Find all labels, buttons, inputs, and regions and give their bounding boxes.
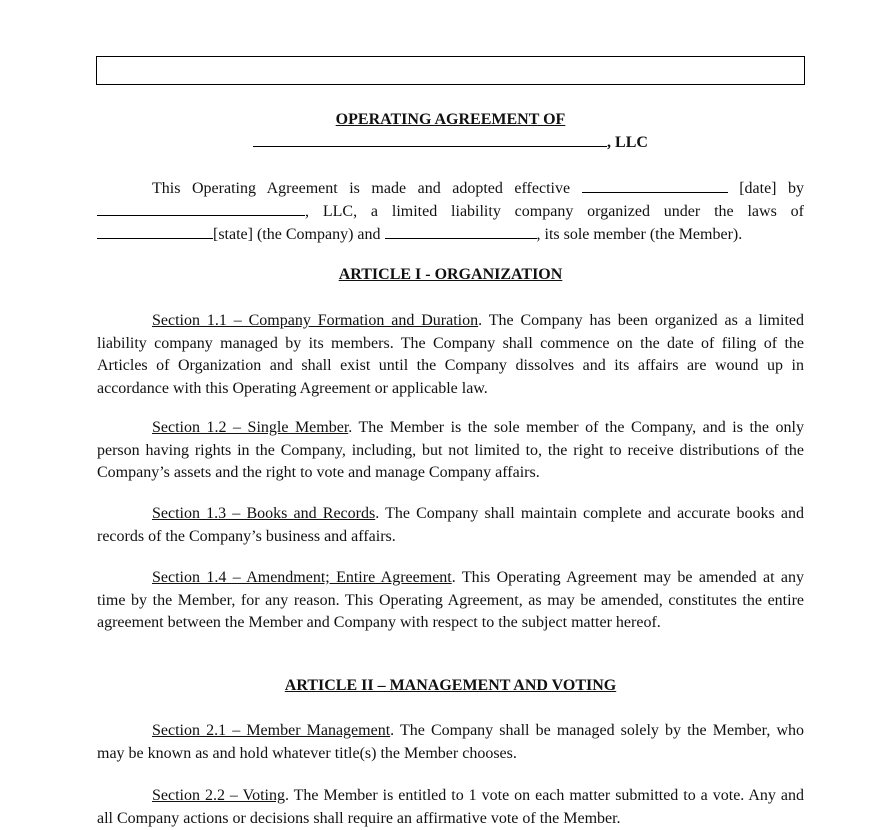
article-heading <box>97 675 804 698</box>
header-box <box>96 56 805 85</box>
state-blank <box>97 224 213 239</box>
section-text: . The Company shall maintain complete and accurate books and records of the Company’s business and affairs. <box>97 505 805 545</box>
intro-text: , its sole member (the Member). <box>536 226 743 243</box>
date-blank <box>582 178 728 193</box>
company-name-line <box>97 132 804 155</box>
article-heading <box>97 264 804 287</box>
intro-text: [state] (the Company) and <box>213 226 381 243</box>
section-text: . This Operating Agreement may be amended at any time by the Member, for any reason. This Operating Agreement, as may be amended, constitutes the entire agreement between the Member and Company with respect to the subject matter hereof. <box>97 569 805 632</box>
section-2-2 <box>97 785 804 830</box>
section-title: Section 1.1 – Company Formation and Duration <box>152 312 479 329</box>
section-1-1 <box>97 310 804 401</box>
article-2-heading: ARTICLE II – MANAGEMENT AND VOTING <box>284 677 617 694</box>
section-text: . The Member is the sole member of the Company, and is the only person having rights in the Company, including, but not limited to, the right to receive distributions of the Company’s assets and the right to vote and manage Company affairs. <box>97 419 804 482</box>
intro-text: This Operating Agreement is made and adopted effective <box>152 180 571 197</box>
section-title: Section 1.3 – Books and Records <box>152 505 376 522</box>
llc-suffix: , LLC <box>607 134 648 151</box>
document-title <box>97 109 804 132</box>
section-text: . The Company has been organized as a limited liability company managed by its members. The Company shall commence on the date of filing of the Articles of Organization and shall exist until the Company dissolves and its affairs are wound up in accordance with this Operating Agreement or applicable law. <box>97 312 804 398</box>
section-title: Section 2.1 – Member Management <box>152 722 391 739</box>
section-1-4 <box>97 567 804 635</box>
section-1-2 <box>97 417 804 485</box>
section-title: Section 1.4 – Amendment; Entire Agreement <box>152 569 452 586</box>
company-name-blank <box>253 132 607 147</box>
company-blank <box>97 201 305 216</box>
section-title: Section 2.2 – Voting <box>152 787 285 804</box>
section-2-1 <box>97 720 804 765</box>
intro-paragraph-end <box>97 224 804 247</box>
section-title: Section 1.2 – Single Member <box>152 419 349 436</box>
intro-text: , LLC, a limited liability company organized under the laws of <box>305 202 804 220</box>
section-1-3 <box>97 503 804 548</box>
title-line: OPERATING AGREEMENT OF <box>335 111 566 128</box>
intro-text: [date] by <box>739 180 805 197</box>
section-text: . The Company shall be managed solely by the Member, who may be known as and hold whatever title(s) the Member chooses. <box>97 722 804 762</box>
section-text: . The Member is entitled to 1 vote on each matter submitted to a vote. Any and all Company actions or decisions shall require an affirmative vote of the Member. <box>97 787 804 827</box>
article-1-heading: ARTICLE I - ORGANIZATION <box>338 266 563 283</box>
member-blank <box>385 224 537 239</box>
intro-paragraph <box>97 178 804 223</box>
